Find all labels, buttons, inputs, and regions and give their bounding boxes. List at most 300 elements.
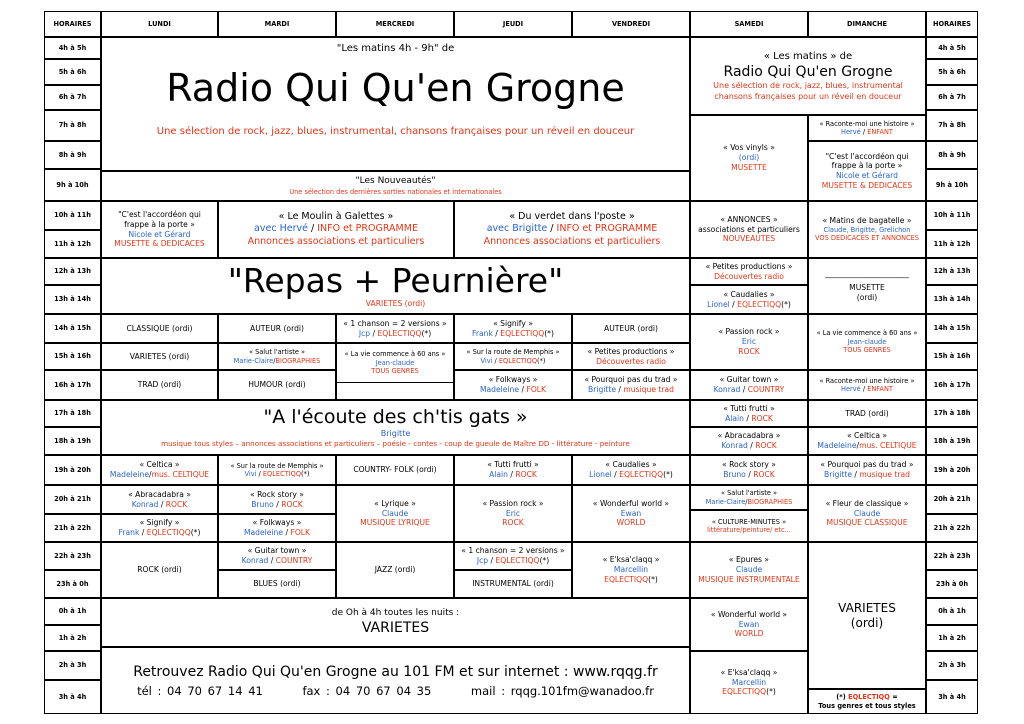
- time-label: 4h à 5h: [938, 43, 966, 52]
- time-slot: [44, 258, 101, 285]
- time-label: 10h à 11h: [54, 211, 91, 220]
- show-host: avec Hervé: [254, 223, 308, 235]
- show-genre: ROCK: [502, 518, 524, 528]
- time-slot: [926, 570, 978, 598]
- show-genre: VOS DEDICACES ET ANNONCES: [815, 234, 919, 243]
- show-genre: ROCK: [165, 499, 188, 509]
- show-genre: COUNTRY: [275, 556, 313, 565]
- time-slot: [44, 141, 101, 169]
- show-host: Ewan: [620, 508, 642, 518]
- time-slot: [44, 59, 101, 85]
- separator: /: [258, 470, 261, 478]
- show-genre: ENFANT: [867, 128, 893, 136]
- show-description: Annonces associations et particuliers: [247, 235, 425, 247]
- footnote-mark: (*): [421, 328, 432, 338]
- show-host: (ordi): [738, 153, 760, 163]
- show-host: Konrad: [713, 385, 741, 394]
- time-slot: [44, 37, 101, 59]
- sat-rock-story: [690, 455, 808, 485]
- time-slot: [44, 485, 101, 514]
- time-label: 21h à 22h: [54, 523, 91, 532]
- show-title: VARIETES: [838, 600, 896, 615]
- show-title: « La vie commence à 60 ans »: [344, 350, 446, 359]
- night-intro: de Oh à 4h toutes les nuits :: [331, 608, 460, 619]
- show-genre: EQLECTIQQ: [500, 328, 545, 338]
- show-title: VARIETES (ordi): [129, 351, 190, 361]
- time-label: 0h à 1h: [938, 607, 966, 616]
- time-label: 12h à 13h: [933, 267, 971, 276]
- show-description: associations et particuliers: [698, 224, 800, 234]
- footer-phone: tél : 04 70 67 14 41: [137, 683, 263, 698]
- header-jeudi: [454, 11, 572, 37]
- time-label: 7h à 8h: [938, 121, 966, 130]
- show-genre: musique trad: [859, 470, 910, 479]
- show-genre: Découvertes radio: [714, 271, 784, 281]
- tue-blues: [218, 570, 336, 598]
- time-slot: [926, 651, 978, 680]
- show-title: « Caudalies »: [723, 289, 775, 299]
- separator: /: [750, 441, 753, 450]
- show-genre: EQLECTIQQ: [737, 299, 782, 309]
- separator: /: [618, 385, 621, 394]
- mon-varietes: [101, 343, 218, 370]
- time-label: 15h à 16h: [933, 352, 971, 361]
- separator: /: [745, 497, 748, 506]
- header-horaires-right: [926, 11, 978, 37]
- header-label: LUNDI: [148, 19, 171, 28]
- time-label: 19h à 20h: [54, 465, 91, 474]
- separator: /: [614, 470, 617, 479]
- sat-vos-vinyls: [690, 115, 808, 201]
- weekend-title: Radio Qui Qu'en Grogne: [723, 63, 893, 80]
- tue-folkways: [218, 514, 336, 542]
- separator: /: [490, 556, 494, 565]
- show-host: Konrad: [131, 499, 159, 509]
- footnote-mark: (*): [301, 470, 310, 478]
- show-host: Jcp: [476, 556, 489, 565]
- show-title: « Tutti frutti »: [723, 403, 775, 413]
- show-genre: INFO et PROGRAMME: [317, 223, 418, 235]
- show-title: « Passion rock »: [718, 327, 780, 337]
- show-genre: MUSIQUE LYRIQUE: [360, 518, 430, 528]
- show-genre: TOUS GENRES: [843, 346, 891, 355]
- thu-1-chanson: [454, 542, 572, 570]
- sun-varietes: [808, 542, 926, 689]
- separator: /: [748, 470, 751, 479]
- sat-epures: [690, 542, 808, 598]
- show-host: Nicole et Gérard: [128, 229, 191, 239]
- time-slot: [926, 400, 978, 427]
- show-title: INSTRUMENTAL (ordi): [472, 579, 554, 589]
- moulin-a-galettes: « Le Moulin à Galettes » avec Hervé / INFO et PROGRAMME Annonces associations et particuliers: [218, 201, 454, 258]
- show-genre: BIOGRAPHIES: [747, 497, 793, 506]
- thu-passion-rock: [454, 485, 572, 542]
- time-label: 10h à 11h: [933, 211, 971, 220]
- tue-route-memphis: [218, 455, 336, 485]
- show-host: Hervé: [841, 128, 861, 136]
- sun-musette: [808, 258, 926, 314]
- show-genre: ROCK: [738, 346, 760, 356]
- time-label: 23h à 0h: [56, 579, 89, 588]
- time-slot: [44, 201, 101, 230]
- show-host: Claude, Brigitte, Grelichon: [823, 225, 911, 234]
- ecoute-block: [101, 400, 690, 455]
- show-description: Annonces associations et particuliers: [483, 235, 661, 247]
- footer-block: [101, 647, 690, 714]
- time-slot: [926, 59, 978, 85]
- time-label: 1h à 2h: [938, 633, 966, 642]
- header-label: HORAIRES: [53, 19, 92, 28]
- weekend-morning-block: [690, 37, 926, 115]
- separator: /: [494, 356, 497, 365]
- show-title: "C'est l'accordéon qui: [118, 210, 201, 220]
- show-genre: MUSETTE & DEDICACES: [821, 180, 913, 190]
- sun-matins-bagatelle: [808, 201, 926, 258]
- show-title: « Celtica »: [139, 460, 180, 470]
- show-title: MUSETTE: [849, 283, 885, 293]
- time-label: 17h à 18h: [54, 409, 91, 418]
- show-host: Brigitte: [824, 470, 852, 479]
- show-genre: ROCK: [753, 470, 775, 479]
- show-host: Vivi: [480, 356, 493, 365]
- time-label: 12h à 13h: [54, 267, 91, 276]
- show-title: COUNTRY- FOLK (ordi): [353, 465, 437, 475]
- show-title: « Signify »: [493, 318, 533, 328]
- show-host: Jcp: [358, 328, 371, 338]
- show-title: « Le Moulin à Galettes »: [278, 211, 394, 223]
- show-title: « CULTURE-MINUTES »: [711, 517, 787, 526]
- time-label: 0h à 1h: [58, 607, 87, 616]
- time-label: 4h à 5h: [58, 43, 87, 52]
- separator: /: [746, 413, 749, 423]
- show-title: « Wonderful world »: [710, 609, 788, 619]
- separator: /: [285, 528, 289, 537]
- show-genre: MUSETTE & DEDICACES: [114, 239, 205, 249]
- show-genre: BIOGRAPHIES: [275, 356, 321, 365]
- show-genre: ENFANT: [867, 385, 893, 393]
- time-label: 5h à 6h: [58, 67, 87, 76]
- footer-email: mail : rqqg.101fm@wanadoo.fr: [470, 683, 654, 698]
- show-title: JAZZ (ordi): [374, 565, 416, 575]
- night-block: [101, 598, 690, 647]
- show-genre: EQLECTIQQ: [498, 356, 538, 365]
- time-slot: [926, 37, 978, 59]
- show-genre: COUNTRY: [747, 385, 785, 394]
- ecoute-title: "A l'écoute des ch'tis gats »: [263, 405, 528, 428]
- weekend-description-2: chansons françaises pour un réveil en douceur: [714, 91, 902, 101]
- time-label: 2h à 3h: [938, 661, 966, 670]
- time-slot: [926, 285, 978, 314]
- show-title: « Abracadabra »: [717, 431, 781, 441]
- sun-raconte-moi-am: [808, 115, 926, 141]
- show-genre: EQLECTIQQ: [495, 556, 540, 565]
- mon-signify: [101, 514, 218, 542]
- sun-celtica: [808, 427, 926, 455]
- time-label: 22h à 23h: [933, 551, 971, 560]
- separator: /: [862, 385, 866, 393]
- show-title: « Guitar town »: [247, 546, 307, 556]
- time-label: 19h à 20h: [933, 465, 971, 474]
- separator: /: [732, 299, 735, 309]
- show-host: Hervé: [841, 385, 861, 393]
- show-genre: MUSETTE: [731, 162, 767, 172]
- time-label: 5h à 6h: [938, 67, 966, 76]
- show-title: « Raconte-moi une histoire »: [819, 119, 915, 128]
- time-label: 17h à 18h: [933, 409, 971, 418]
- time-label: 20h à 21h: [933, 495, 971, 504]
- show-title: « ANNONCES »: [720, 214, 778, 224]
- show-genre: INFO et PROGRAMME: [556, 223, 658, 235]
- show-host: Nicole et Gérard: [835, 171, 898, 180]
- header-dimanche: [808, 11, 926, 37]
- time-slot: [926, 110, 978, 141]
- wed-country-folk: [336, 455, 454, 485]
- time-slot: [44, 314, 101, 343]
- header-label: HORAIRES: [932, 19, 972, 28]
- header-samedi: [690, 11, 808, 37]
- show-genre: EQLECTIQQ: [604, 574, 649, 584]
- show-genre: NOUVEAUTES: [722, 234, 776, 244]
- thu-tutti-frutti: [454, 455, 572, 485]
- wed-lyrique: [336, 485, 454, 542]
- footnote-mark: (*): [544, 328, 554, 338]
- show-host: Marcellin: [731, 677, 767, 687]
- time-label: 22h à 23h: [54, 551, 91, 560]
- header-label: SAMEDI: [734, 19, 764, 28]
- time-slot: [44, 400, 101, 427]
- time-slot: [44, 343, 101, 370]
- show-host: Madeleine: [109, 470, 149, 479]
- show-title: « Caudalies »: [605, 460, 657, 470]
- tue-auteur: [218, 314, 336, 343]
- separator: /: [273, 356, 276, 365]
- separator: /: [270, 556, 274, 565]
- header-vendredi: [572, 11, 690, 37]
- separator: /: [521, 385, 525, 394]
- show-host: Marie-Claire: [233, 356, 274, 365]
- sat-culture-minutes: [690, 510, 808, 542]
- show-genre: ROCK: [281, 499, 303, 509]
- header-label: MARDI: [264, 19, 290, 28]
- separator: /: [141, 528, 145, 537]
- show-title: « Vos vinyls »: [723, 143, 775, 153]
- time-slot: [44, 85, 101, 110]
- time-label: 11h à 12h: [933, 239, 971, 248]
- show-host: Lionel: [589, 470, 612, 479]
- nouveautes-description: Une sélection des dernières sorties nationales et internationales: [289, 187, 502, 196]
- mon-celtica: [101, 455, 218, 485]
- sat-caudalies: [690, 285, 808, 314]
- show-title: « E'ksa'claqq »: [602, 555, 660, 565]
- show-genre: EQLECTIQQ: [722, 687, 767, 697]
- time-slot: [926, 598, 978, 625]
- show-title: « 1 chanson = 2 versions »: [461, 546, 565, 556]
- footer-line: Retrouvez Radio Qui Qu'en Grogne au 101 FM et sur internet : www.rqqg.fr: [133, 663, 658, 680]
- header-label: VENDREDI: [611, 19, 651, 28]
- show-host: Eric: [505, 508, 521, 518]
- show-description: musique tous styles – annonces associations et particuliers – poésie - contes - coup de gueule de Maître DD - littérature - peinture: [161, 438, 630, 448]
- show-host: Lionel: [707, 299, 730, 309]
- show-host: Madeleine: [817, 441, 857, 450]
- time-label: 23h à 0h: [935, 579, 969, 588]
- show-title: « Rock story »: [722, 460, 776, 470]
- show-title: BLUES (ordi): [253, 579, 301, 589]
- morning-intro: "Les matins 4h - 9h" de: [336, 43, 455, 54]
- sun-accordeon: [808, 141, 926, 201]
- time-slot: [926, 85, 978, 110]
- show-genre: mus. CELTIQUE: [859, 441, 917, 450]
- morning-title: Radio Qui Qu'en Grogne: [166, 65, 625, 110]
- time-label: 20h à 21h: [54, 495, 91, 504]
- show-host: Marie-Claire: [705, 497, 746, 506]
- weekend-description-1: Une sélection de rock, jazz, blues, instrumental: [713, 81, 903, 91]
- time-label: 9h à 10h: [935, 180, 969, 189]
- show-genre: ROCK: [515, 470, 537, 479]
- show-host: Brigitte: [588, 385, 616, 394]
- time-label: 18h à 19h: [54, 436, 91, 445]
- show-title: « Matins de bagatelle »: [822, 216, 912, 226]
- show-host: Ewan: [738, 619, 760, 629]
- show-title: HUMOUR (ordi): [248, 380, 306, 390]
- fri-caudalies: [572, 455, 690, 485]
- show-title: « Salut l'artiste »: [720, 489, 778, 498]
- time-slot: [44, 514, 101, 542]
- sat-passion-rock: [690, 314, 808, 370]
- footer-fax: fax : 04 70 67 04 35: [302, 683, 432, 698]
- time-slot: [926, 542, 978, 570]
- show-host: Konrad: [721, 441, 748, 450]
- show-title: TRAD (ordi): [137, 380, 182, 390]
- header-lundi: [101, 11, 218, 37]
- fri-auteur: [572, 314, 690, 343]
- time-label: 18h à 19h: [933, 436, 971, 445]
- show-host: Claude: [381, 508, 409, 518]
- time-label: 8h à 9h: [58, 150, 87, 159]
- show-title: AUTEUR (ordi): [604, 323, 658, 333]
- mon-abracadabra: [101, 485, 218, 514]
- time-label: 11h à 12h: [54, 239, 91, 248]
- show-genre: Découvertes radio: [596, 356, 666, 366]
- tue-rock-story: [218, 485, 336, 514]
- show-genre: EQLECTIQQ: [146, 528, 191, 537]
- show-genre: ROCK: [751, 413, 773, 423]
- thu-route-memphis: [454, 343, 572, 370]
- show-genre: EQLECTIQQ: [262, 470, 302, 478]
- time-label: 2h à 3h: [58, 661, 87, 670]
- show-host: avec Brigitte: [486, 223, 548, 235]
- show-title: « Wonderful world »: [592, 498, 670, 508]
- show-title: « Fleur de classique »: [825, 498, 909, 508]
- tue-salut-artiste: [218, 343, 336, 370]
- time-slot: [926, 625, 978, 651]
- time-slot: [44, 455, 101, 485]
- show-host: Claude: [735, 565, 763, 575]
- separator: /: [495, 328, 498, 338]
- separator: /: [854, 470, 857, 479]
- sat-tutti-frutti: [690, 400, 808, 427]
- show-title: « La vie commence à 60 ans »: [816, 329, 918, 338]
- thu-instrumental: [454, 570, 572, 598]
- show-title: « Rock story »: [250, 489, 304, 499]
- show-title: « Celtica »: [846, 431, 888, 441]
- time-slot: [44, 598, 101, 625]
- header-mardi: [218, 11, 336, 37]
- show-title: TRAD (ordi): [845, 408, 889, 418]
- show-host: Eric: [741, 337, 757, 347]
- time-slot: [44, 680, 101, 714]
- time-slot: [44, 625, 101, 651]
- time-label: 6h à 7h: [938, 93, 966, 102]
- header-horaires-left: [44, 11, 101, 37]
- show-genre: WORLD: [616, 518, 646, 528]
- time-slot: [926, 314, 978, 343]
- show-title: « Sur la route de Memphis »: [466, 348, 560, 357]
- show-genre: littérature/peinture/ etc...: [707, 526, 791, 534]
- fri-eksa-claqq: [572, 542, 690, 598]
- show-title: « Abracadabra »: [128, 489, 191, 499]
- show-genre: EQLECTIQQ: [619, 470, 664, 479]
- time-slot: [926, 680, 978, 714]
- mon-trad: [101, 370, 218, 400]
- show-note: (ordi): [850, 615, 884, 630]
- header-label: JEUDI: [502, 19, 524, 28]
- time-slot: [44, 542, 101, 570]
- time-slot: [44, 427, 101, 455]
- show-title: « Pourquoi pas du trad »: [820, 460, 914, 470]
- header-label: MERCREDI: [375, 19, 415, 28]
- du-verdet: « Du verdet dans l'poste » avec Brigitte / INFO et PROGRAMME Annonces associations et particuliers: [454, 201, 690, 258]
- time-label: 16h à 17h: [933, 380, 971, 389]
- time-slot: [44, 169, 101, 201]
- time-slot: [926, 485, 978, 514]
- time-label: 3h à 4h: [58, 692, 87, 701]
- legend-box: [808, 689, 926, 714]
- show-genre: FOLK: [290, 528, 311, 537]
- show-host: Claude: [853, 508, 881, 518]
- show-title: « Guitar town »: [719, 375, 779, 385]
- sat-abracadabra: [690, 427, 808, 455]
- show-title: « Epures »: [728, 555, 770, 565]
- wed-jazz: [336, 542, 454, 598]
- morning-description: Une sélection de rock, jazz, blues, instrumental, chansons françaises pour un réveil en douceur: [156, 126, 635, 138]
- footnote-mark: (*): [190, 528, 201, 537]
- show-title: "C'est l'accordéon qui: [825, 151, 909, 161]
- time-label: 9h à 10h: [56, 180, 89, 189]
- divider-line: ______________________: [825, 269, 909, 279]
- separator: /: [742, 385, 746, 394]
- fri-petites-productions: [572, 343, 690, 370]
- time-label: 3h à 4h: [938, 692, 966, 701]
- sun-raconte-moi-pm: [808, 370, 926, 400]
- separator: /: [149, 470, 152, 479]
- time-slot: [926, 455, 978, 485]
- show-title: « Petites productions »: [587, 346, 675, 356]
- time-slot: [926, 201, 978, 230]
- legend-description: Tous genres et tous styles: [818, 701, 916, 710]
- show-host: Madeleine: [479, 385, 520, 394]
- show-host: Frank: [472, 328, 493, 338]
- show-host: Marcellin: [613, 565, 649, 575]
- repas-block: [101, 258, 690, 314]
- sun-vie-60-ans: [808, 314, 926, 370]
- mon-classique: [101, 314, 218, 343]
- sun-trad: [808, 400, 926, 427]
- show-genre: mus. CELTIQUE: [151, 470, 210, 479]
- show-title: « Petites productions »: [705, 261, 793, 271]
- footnote-mark: (*): [766, 687, 776, 697]
- show-title: « Lyrique »: [374, 498, 416, 508]
- mon-rock: [101, 542, 218, 598]
